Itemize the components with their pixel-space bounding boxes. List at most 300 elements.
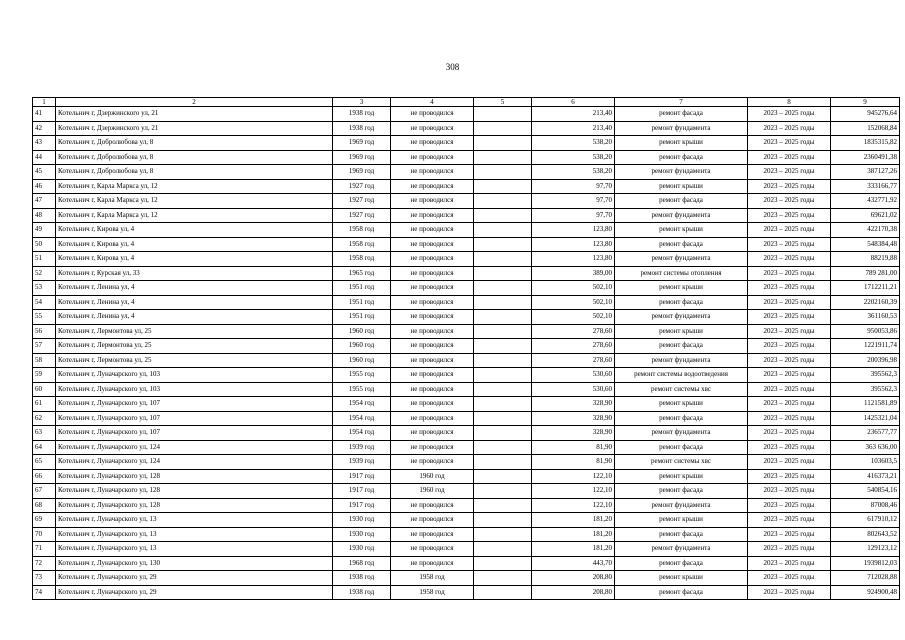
period-cell: 2023 – 2025 годы bbox=[748, 237, 831, 252]
last-repair-cell: не проводился bbox=[391, 179, 474, 194]
build-year-cell: 1954 год bbox=[333, 426, 391, 441]
column-header: 1 bbox=[33, 98, 56, 107]
cost-cell: 87008,46 bbox=[831, 498, 900, 513]
address-cell: Котельнич г, Луначарского ул, 103 bbox=[56, 382, 333, 397]
build-year-cell: 1938 год bbox=[333, 121, 391, 136]
work-type-cell: ремонт фундамента bbox=[615, 542, 748, 557]
last-repair-cell: не проводился bbox=[391, 353, 474, 368]
cost-cell: 103603,5 bbox=[831, 455, 900, 470]
empty-cell bbox=[474, 368, 532, 383]
area-cell: 213,40 bbox=[532, 107, 615, 122]
cost-cell: 789 281,00 bbox=[831, 266, 900, 281]
area-cell: 181,20 bbox=[532, 513, 615, 528]
address-cell: Котельнич г, Курская ул, 33 bbox=[56, 266, 333, 281]
cost-cell: 950053,86 bbox=[831, 324, 900, 339]
area-cell: 122,10 bbox=[532, 484, 615, 499]
address-cell: Котельнич г, Луначарского ул, 107 bbox=[56, 411, 333, 426]
area-cell: 123,80 bbox=[532, 252, 615, 267]
area-cell: 538,20 bbox=[532, 165, 615, 180]
row-number: 74 bbox=[33, 585, 56, 600]
address-cell: Котельнич г, Луначарского ул, 13 bbox=[56, 513, 333, 528]
area-cell: 278,60 bbox=[532, 339, 615, 354]
empty-cell bbox=[474, 266, 532, 281]
column-header: 6 bbox=[532, 98, 615, 107]
address-cell: Котельнич г, Добролюбова ул, 8 bbox=[56, 136, 333, 151]
area-cell: 530,60 bbox=[532, 382, 615, 397]
area-cell: 538,20 bbox=[532, 150, 615, 165]
column-header: 2 bbox=[56, 98, 333, 107]
work-type-cell: ремонт фасада bbox=[615, 150, 748, 165]
work-type-cell: ремонт фасада bbox=[615, 527, 748, 542]
cost-cell: 333166,77 bbox=[831, 179, 900, 194]
period-cell: 2023 – 2025 годы bbox=[748, 382, 831, 397]
last-repair-cell: не проводился bbox=[391, 368, 474, 383]
cost-cell: 387127,26 bbox=[831, 165, 900, 180]
cost-cell: 924900,48 bbox=[831, 585, 900, 600]
work-type-cell: ремонт фасада bbox=[615, 194, 748, 209]
last-repair-cell: 1958 год bbox=[391, 585, 474, 600]
table-row bbox=[33, 121, 900, 136]
table-row bbox=[33, 353, 900, 368]
table-row bbox=[33, 527, 900, 542]
build-year-cell: 1930 год bbox=[333, 542, 391, 557]
build-year-cell: 1951 год bbox=[333, 310, 391, 325]
empty-cell bbox=[474, 542, 532, 557]
cost-cell: 422170,38 bbox=[831, 223, 900, 238]
build-year-cell: 1927 год bbox=[333, 194, 391, 209]
table-row bbox=[33, 556, 900, 571]
row-number: 60 bbox=[33, 382, 56, 397]
area-cell: 389,00 bbox=[532, 266, 615, 281]
work-type-cell: ремонт крыши bbox=[615, 513, 748, 528]
row-number: 53 bbox=[33, 281, 56, 296]
last-repair-cell: не проводился bbox=[391, 513, 474, 528]
address-cell: Котельнич г, Луначарского ул, 13 bbox=[56, 542, 333, 557]
page-number: 308 bbox=[445, 62, 460, 72]
table-row bbox=[33, 440, 900, 455]
cost-cell: 69621,02 bbox=[831, 208, 900, 223]
build-year-cell: 1958 год bbox=[333, 237, 391, 252]
work-type-cell: ремонт фундамента bbox=[615, 121, 748, 136]
last-repair-cell: не проводился bbox=[391, 208, 474, 223]
empty-cell bbox=[474, 484, 532, 499]
column-header: 4 bbox=[391, 98, 474, 107]
cost-cell: 395562,3 bbox=[831, 382, 900, 397]
table-row bbox=[33, 237, 900, 252]
table-row bbox=[33, 310, 900, 325]
empty-cell bbox=[474, 324, 532, 339]
work-type-cell: ремонт фасада bbox=[615, 585, 748, 600]
cost-cell: 945276,64 bbox=[831, 107, 900, 122]
last-repair-cell: 1958 год bbox=[391, 571, 474, 586]
table-row bbox=[33, 179, 900, 194]
build-year-cell: 1930 год bbox=[333, 513, 391, 528]
period-cell: 2023 – 2025 годы bbox=[748, 150, 831, 165]
area-cell: 328,90 bbox=[532, 397, 615, 412]
column-header: 7 bbox=[615, 98, 748, 107]
table-row bbox=[33, 208, 900, 223]
address-cell: Котельнич г, Добролюбова ул, 8 bbox=[56, 165, 333, 180]
build-year-cell: 1958 год bbox=[333, 252, 391, 267]
work-type-cell: ремонт крыши bbox=[615, 136, 748, 151]
period-cell: 2023 – 2025 годы bbox=[748, 426, 831, 441]
area-cell: 122,10 bbox=[532, 469, 615, 484]
work-type-cell: ремонт фасада bbox=[615, 295, 748, 310]
build-year-cell: 1960 год bbox=[333, 353, 391, 368]
row-number: 55 bbox=[33, 310, 56, 325]
last-repair-cell: 1960 год bbox=[391, 469, 474, 484]
cost-cell: 1221911,74 bbox=[831, 339, 900, 354]
empty-cell bbox=[474, 208, 532, 223]
area-cell: 81,90 bbox=[532, 440, 615, 455]
address-cell: Котельнич г, Луначарского ул, 13 bbox=[56, 527, 333, 542]
repair-schedule-table bbox=[32, 97, 900, 600]
area-cell: 122,10 bbox=[532, 498, 615, 513]
cost-cell: 361160,53 bbox=[831, 310, 900, 325]
empty-cell bbox=[474, 179, 532, 194]
period-cell: 2023 – 2025 годы bbox=[748, 469, 831, 484]
row-number: 56 bbox=[33, 324, 56, 339]
build-year-cell: 1969 год bbox=[333, 136, 391, 151]
table-row bbox=[33, 542, 900, 557]
area-cell: 81,90 bbox=[532, 455, 615, 470]
table-header-row bbox=[33, 98, 900, 107]
row-number: 47 bbox=[33, 194, 56, 209]
row-number: 67 bbox=[33, 484, 56, 499]
row-number: 70 bbox=[33, 527, 56, 542]
empty-cell bbox=[474, 353, 532, 368]
build-year-cell: 1960 год bbox=[333, 324, 391, 339]
build-year-cell: 1958 год bbox=[333, 223, 391, 238]
row-number: 68 bbox=[33, 498, 56, 513]
row-number: 63 bbox=[33, 426, 56, 441]
last-repair-cell: не проводился bbox=[391, 455, 474, 470]
cost-cell: 2202160,39 bbox=[831, 295, 900, 310]
last-repair-cell: не проводился bbox=[391, 121, 474, 136]
address-cell: Котельнич г, Луначарского ул, 124 bbox=[56, 440, 333, 455]
column-header: 9 bbox=[831, 98, 900, 107]
cost-cell: 416373,21 bbox=[831, 469, 900, 484]
address-cell: Котельнич г, Луначарского ул, 107 bbox=[56, 397, 333, 412]
row-number: 73 bbox=[33, 571, 56, 586]
area-cell: 278,60 bbox=[532, 324, 615, 339]
table-row bbox=[33, 484, 900, 499]
work-type-cell: ремонт системы хвс bbox=[615, 455, 748, 470]
table-row bbox=[33, 194, 900, 209]
build-year-cell: 1927 год bbox=[333, 208, 391, 223]
table-row bbox=[33, 455, 900, 470]
work-type-cell: ремонт системы хвс bbox=[615, 382, 748, 397]
area-cell: 208,80 bbox=[532, 571, 615, 586]
area-cell: 123,80 bbox=[532, 237, 615, 252]
cost-cell: 129123,12 bbox=[831, 542, 900, 557]
address-cell: Котельнич г, Лермонтова ул, 25 bbox=[56, 353, 333, 368]
cost-cell: 1425321,04 bbox=[831, 411, 900, 426]
table-row bbox=[33, 382, 900, 397]
last-repair-cell: не проводился bbox=[391, 440, 474, 455]
address-cell: Котельнич г, Луначарского ул, 29 bbox=[56, 585, 333, 600]
table-row bbox=[33, 136, 900, 151]
address-cell: Котельнич г, Карла Маркса ул, 12 bbox=[56, 208, 333, 223]
row-number: 62 bbox=[33, 411, 56, 426]
build-year-cell: 1951 год bbox=[333, 281, 391, 296]
address-cell: Котельнич г, Луначарского ул, 130 bbox=[56, 556, 333, 571]
build-year-cell: 1969 год bbox=[333, 150, 391, 165]
period-cell: 2023 – 2025 годы bbox=[748, 542, 831, 557]
period-cell: 2023 – 2025 годы bbox=[748, 440, 831, 455]
table-row bbox=[33, 571, 900, 586]
row-number: 72 bbox=[33, 556, 56, 571]
period-cell: 2023 – 2025 годы bbox=[748, 179, 831, 194]
cost-cell: 88219,88 bbox=[831, 252, 900, 267]
empty-cell bbox=[474, 440, 532, 455]
address-cell: Котельнич г, Дзержинского ул, 21 bbox=[56, 121, 333, 136]
empty-cell bbox=[474, 426, 532, 441]
work-type-cell: ремонт фасада bbox=[615, 484, 748, 499]
work-type-cell: ремонт фасада bbox=[615, 237, 748, 252]
last-repair-cell: не проводился bbox=[391, 556, 474, 571]
empty-cell bbox=[474, 585, 532, 600]
build-year-cell: 1939 год bbox=[333, 455, 391, 470]
last-repair-cell: не проводился bbox=[391, 498, 474, 513]
build-year-cell: 1938 год bbox=[333, 571, 391, 586]
row-number: 41 bbox=[33, 107, 56, 122]
area-cell: 97,70 bbox=[532, 208, 615, 223]
address-cell: Котельнич г, Дзержинского ул, 21 bbox=[56, 107, 333, 122]
empty-cell bbox=[474, 223, 532, 238]
empty-cell bbox=[474, 136, 532, 151]
build-year-cell: 1927 год bbox=[333, 179, 391, 194]
period-cell: 2023 – 2025 годы bbox=[748, 165, 831, 180]
work-type-cell: ремонт фундамента bbox=[615, 252, 748, 267]
table-row bbox=[33, 252, 900, 267]
area-cell: 97,70 bbox=[532, 179, 615, 194]
table-row bbox=[33, 150, 900, 165]
empty-cell bbox=[474, 339, 532, 354]
cost-cell: 395562,3 bbox=[831, 368, 900, 383]
table-row bbox=[33, 266, 900, 281]
empty-cell bbox=[474, 150, 532, 165]
work-type-cell: ремонт фасада bbox=[615, 339, 748, 354]
area-cell: 538,20 bbox=[532, 136, 615, 151]
period-cell: 2023 – 2025 годы bbox=[748, 121, 831, 136]
empty-cell bbox=[474, 281, 532, 296]
period-cell: 2023 – 2025 годы bbox=[748, 411, 831, 426]
row-number: 52 bbox=[33, 266, 56, 281]
table-row bbox=[33, 165, 900, 180]
row-number: 61 bbox=[33, 397, 56, 412]
row-number: 42 bbox=[33, 121, 56, 136]
period-cell: 2023 – 2025 годы bbox=[748, 556, 831, 571]
period-cell: 2023 – 2025 годы bbox=[748, 498, 831, 513]
cost-cell: 363 636,00 bbox=[831, 440, 900, 455]
period-cell: 2023 – 2025 годы bbox=[748, 223, 831, 238]
cost-cell: 617910,12 bbox=[831, 513, 900, 528]
build-year-cell: 1938 год bbox=[333, 585, 391, 600]
cost-cell: 432771,92 bbox=[831, 194, 900, 209]
table-row bbox=[33, 107, 900, 122]
period-cell: 2023 – 2025 годы bbox=[748, 513, 831, 528]
empty-cell bbox=[474, 455, 532, 470]
address-cell: Котельнич г, Луначарского ул, 29 bbox=[56, 571, 333, 586]
address-cell: Котельнич г, Лермонтова ул, 25 bbox=[56, 324, 333, 339]
period-cell: 2023 – 2025 годы bbox=[748, 527, 831, 542]
area-cell: 328,90 bbox=[532, 426, 615, 441]
table-row bbox=[33, 498, 900, 513]
address-cell: Котельнич г, Луначарского ул, 128 bbox=[56, 498, 333, 513]
cost-cell: 540854,16 bbox=[831, 484, 900, 499]
empty-cell bbox=[474, 397, 532, 412]
area-cell: 97,70 bbox=[532, 194, 615, 209]
row-number: 48 bbox=[33, 208, 56, 223]
table-row bbox=[33, 411, 900, 426]
area-cell: 181,20 bbox=[532, 542, 615, 557]
address-cell: Котельнич г, Карла Маркса ул, 12 bbox=[56, 194, 333, 209]
build-year-cell: 1954 год bbox=[333, 411, 391, 426]
work-type-cell: ремонт крыши bbox=[615, 281, 748, 296]
table-row bbox=[33, 368, 900, 383]
empty-cell bbox=[474, 165, 532, 180]
period-cell: 2023 – 2025 годы bbox=[748, 252, 831, 267]
period-cell: 2023 – 2025 годы bbox=[748, 585, 831, 600]
last-repair-cell: не проводился bbox=[391, 295, 474, 310]
cost-cell: 236577,77 bbox=[831, 426, 900, 441]
area-cell: 443,70 bbox=[532, 556, 615, 571]
address-cell: Котельнич г, Ленина ул, 4 bbox=[56, 310, 333, 325]
work-type-cell: ремонт фундамента bbox=[615, 310, 748, 325]
work-type-cell: ремонт фасада bbox=[615, 411, 748, 426]
row-number: 43 bbox=[33, 136, 56, 151]
row-number: 66 bbox=[33, 469, 56, 484]
address-cell: Котельнич г, Ленина ул, 4 bbox=[56, 295, 333, 310]
table-row bbox=[33, 426, 900, 441]
address-cell: Котельнич г, Кирова ул, 4 bbox=[56, 252, 333, 267]
last-repair-cell: не проводился bbox=[391, 310, 474, 325]
work-type-cell: ремонт крыши bbox=[615, 397, 748, 412]
last-repair-cell: не проводился bbox=[391, 527, 474, 542]
table-row bbox=[33, 295, 900, 310]
last-repair-cell: не проводился bbox=[391, 252, 474, 267]
area-cell: 181,20 bbox=[532, 527, 615, 542]
build-year-cell: 1955 год bbox=[333, 368, 391, 383]
empty-cell bbox=[474, 121, 532, 136]
build-year-cell: 1930 год bbox=[333, 527, 391, 542]
empty-cell bbox=[474, 194, 532, 209]
table-row bbox=[33, 281, 900, 296]
work-type-cell: ремонт фундамента bbox=[615, 208, 748, 223]
period-cell: 2023 – 2025 годы bbox=[748, 339, 831, 354]
cost-cell: 200396,98 bbox=[831, 353, 900, 368]
build-year-cell: 1917 год bbox=[333, 469, 391, 484]
empty-cell bbox=[474, 107, 532, 122]
table-row bbox=[33, 585, 900, 600]
area-cell: 123,80 bbox=[532, 223, 615, 238]
area-cell: 530,60 bbox=[532, 368, 615, 383]
last-repair-cell: не проводился bbox=[391, 150, 474, 165]
area-cell: 208,80 bbox=[532, 585, 615, 600]
column-header: 5 bbox=[474, 98, 532, 107]
work-type-cell: ремонт крыши bbox=[615, 179, 748, 194]
cost-cell: 1835315,82 bbox=[831, 136, 900, 151]
work-type-cell: ремонт системы водоотведения bbox=[615, 368, 748, 383]
work-type-cell: ремонт фундамента bbox=[615, 498, 748, 513]
build-year-cell: 1917 год bbox=[333, 484, 391, 499]
work-type-cell: ремонт фасада bbox=[615, 556, 748, 571]
period-cell: 2023 – 2025 годы bbox=[748, 208, 831, 223]
period-cell: 2023 – 2025 годы bbox=[748, 368, 831, 383]
row-number: 45 bbox=[33, 165, 56, 180]
cost-cell: 802643,52 bbox=[831, 527, 900, 542]
table-row bbox=[33, 324, 900, 339]
period-cell: 2023 – 2025 годы bbox=[748, 281, 831, 296]
period-cell: 2023 – 2025 годы bbox=[748, 310, 831, 325]
address-cell: Котельнич г, Добролюбова ул, 8 bbox=[56, 150, 333, 165]
table-row bbox=[33, 397, 900, 412]
last-repair-cell: не проводился bbox=[391, 223, 474, 238]
address-cell: Котельнич г, Луначарского ул, 128 bbox=[56, 469, 333, 484]
area-cell: 502,10 bbox=[532, 295, 615, 310]
empty-cell bbox=[474, 411, 532, 426]
work-type-cell: ремонт крыши bbox=[615, 469, 748, 484]
row-number: 46 bbox=[33, 179, 56, 194]
row-number: 54 bbox=[33, 295, 56, 310]
cost-cell: 1712211,21 bbox=[831, 281, 900, 296]
cost-cell: 2360491,38 bbox=[831, 150, 900, 165]
empty-cell bbox=[474, 513, 532, 528]
row-number: 65 bbox=[33, 455, 56, 470]
row-number: 49 bbox=[33, 223, 56, 238]
cost-cell: 548384,48 bbox=[831, 237, 900, 252]
period-cell: 2023 – 2025 годы bbox=[748, 484, 831, 499]
period-cell: 2023 – 2025 годы bbox=[748, 194, 831, 209]
last-repair-cell: не проводился bbox=[391, 426, 474, 441]
work-type-cell: ремонт фундамента bbox=[615, 165, 748, 180]
row-number: 57 bbox=[33, 339, 56, 354]
empty-cell bbox=[474, 382, 532, 397]
last-repair-cell: не проводился bbox=[391, 266, 474, 281]
empty-cell bbox=[474, 237, 532, 252]
row-number: 58 bbox=[33, 353, 56, 368]
address-cell: Котельнич г, Кирова ул, 4 bbox=[56, 237, 333, 252]
last-repair-cell: 1960 год bbox=[391, 484, 474, 499]
build-year-cell: 1960 год bbox=[333, 339, 391, 354]
last-repair-cell: не проводился bbox=[391, 397, 474, 412]
work-type-cell: ремонт крыши bbox=[615, 571, 748, 586]
period-cell: 2023 – 2025 годы bbox=[748, 455, 831, 470]
period-cell: 2023 – 2025 годы bbox=[748, 266, 831, 281]
period-cell: 2023 – 2025 годы bbox=[748, 397, 831, 412]
work-type-cell: ремонт фасада bbox=[615, 107, 748, 122]
last-repair-cell: не проводился bbox=[391, 165, 474, 180]
period-cell: 2023 – 2025 годы bbox=[748, 571, 831, 586]
period-cell: 2023 – 2025 годы bbox=[748, 107, 831, 122]
last-repair-cell: не проводился bbox=[391, 411, 474, 426]
row-number: 50 bbox=[33, 237, 56, 252]
cost-cell: 712028,88 bbox=[831, 571, 900, 586]
empty-cell bbox=[474, 571, 532, 586]
area-cell: 502,10 bbox=[532, 281, 615, 296]
address-cell: Котельнич г, Кирова ул, 4 bbox=[56, 223, 333, 238]
build-year-cell: 1954 год bbox=[333, 397, 391, 412]
period-cell: 2023 – 2025 годы bbox=[748, 136, 831, 151]
last-repair-cell: не проводился bbox=[391, 237, 474, 252]
row-number: 59 bbox=[33, 368, 56, 383]
last-repair-cell: не проводился bbox=[391, 194, 474, 209]
build-year-cell: 1938 год bbox=[333, 107, 391, 122]
address-cell: Котельнич г, Луначарского ул, 128 bbox=[56, 484, 333, 499]
column-header: 8 bbox=[748, 98, 831, 107]
build-year-cell: 1951 год bbox=[333, 295, 391, 310]
